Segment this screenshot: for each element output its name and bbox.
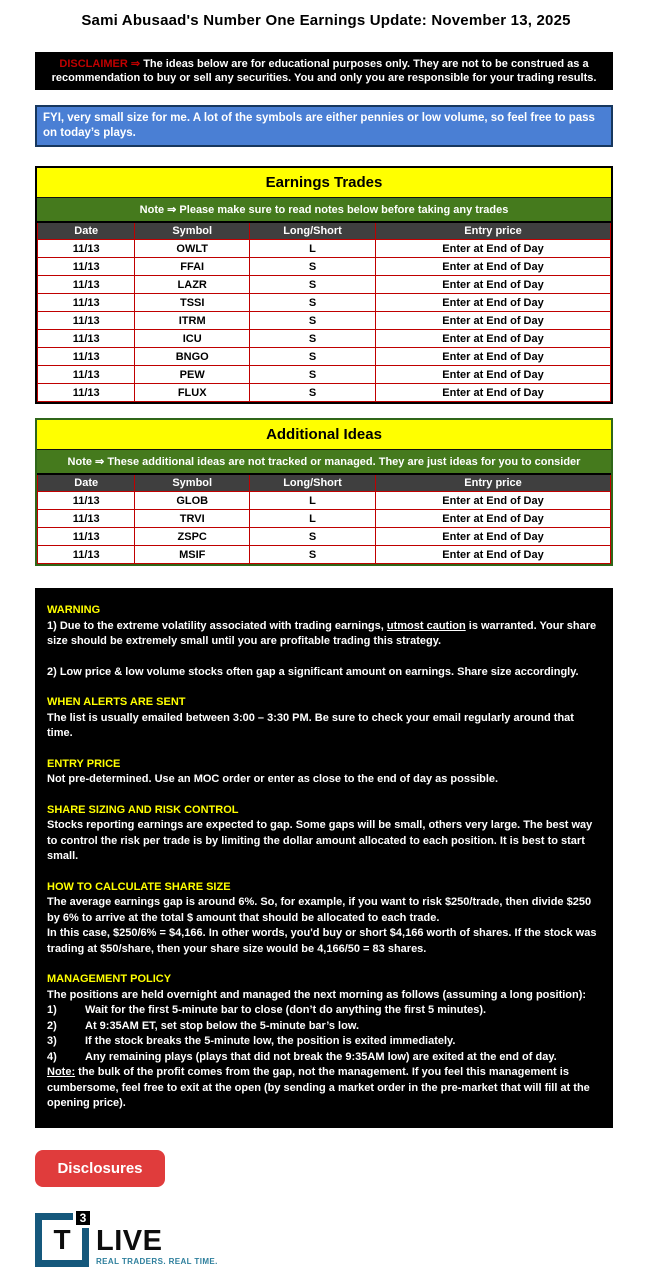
table-cell: S (250, 546, 376, 564)
table-cell: GLOB (135, 492, 250, 510)
t3-logo-t: T (53, 1223, 71, 1255)
table-cell: 11/13 (38, 294, 135, 312)
table-cell: S (250, 330, 376, 348)
t3-logo-square (35, 1210, 89, 1267)
earnings-trades-note: Note ⇒ Please make sure to read notes below before taking any trades (37, 197, 611, 221)
table-cell: TSSI (135, 294, 250, 312)
table-cell: Enter at End of Day (376, 294, 611, 312)
table-cell: L (250, 510, 376, 528)
share-sizing-heading: SHARE SIZING AND RISK CONTROL (47, 803, 239, 816)
table-cell: MSIF (135, 546, 250, 564)
col-header-entry-price: Entry price (376, 474, 611, 492)
management-intro: The positions are held overnight and managed the next morning as follows (assuming a long position): (47, 988, 587, 1001)
table-cell: ITRM (135, 312, 250, 330)
table-row (38, 528, 611, 546)
table-cell: 11/13 (38, 528, 135, 546)
table-cell: 11/13 (38, 276, 135, 294)
table-cell: 11/13 (38, 366, 135, 384)
table-cell: 11/13 (38, 240, 135, 258)
warning-paragraph-2: 2) Low price & low volume stocks often gap a significant amount on earnings. Share size accordingly. (47, 665, 579, 678)
earnings-trades-title: Earnings Trades (37, 168, 611, 197)
management-item: 1) Wait for the first 5-minute bar to close (don’t do anything the first 5 minutes). (47, 1004, 487, 1016)
table-cell: S (250, 276, 376, 294)
table-cell: 11/13 (38, 258, 135, 276)
col-header-date: Date (38, 222, 135, 240)
table-cell: S (250, 528, 376, 546)
page-title: Sami Abusaad's Number One Earnings Update: November 13, 2025 (81, 12, 571, 29)
table-cell: Enter at End of Day (376, 384, 611, 402)
col-header-symbol: Symbol (135, 474, 250, 492)
when-alerts-heading: WHEN ALERTS ARE SENT (47, 696, 186, 708)
table-cell: Enter at End of Day (376, 366, 611, 384)
table-cell: ZSPC (135, 528, 250, 546)
col-header-long-short: Long/Short (250, 474, 376, 492)
table-row (38, 546, 611, 564)
col-header-symbol: Symbol (135, 222, 250, 240)
table-row (38, 330, 611, 348)
table-cell: LAZR (135, 276, 250, 294)
table-row (38, 492, 611, 510)
additional-ideas-table (37, 473, 611, 564)
disclosures-button[interactable]: Disclosures (35, 1150, 165, 1187)
col-header-entry-price: Entry price (376, 222, 611, 240)
table-cell: OWLT (135, 240, 250, 258)
table-header-row (38, 222, 611, 240)
additional-ideas-section (35, 418, 613, 566)
management-item: 3) If the stock breaks the 5-minute low, the position is exited immediately. (47, 1035, 456, 1047)
table-cell: L (250, 492, 376, 510)
table-cell: Enter at End of Day (376, 240, 611, 258)
table-cell: 11/13 (38, 384, 135, 402)
table-row (38, 510, 611, 528)
table-cell: ICU (135, 330, 250, 348)
management-note: Note: the bulk of the profit comes from the gap, not the management. If you feel this management is cumbersome, feel free to exit at the open (by sending a market order in the pre-market that will fill at the opening price). (47, 1066, 590, 1109)
management-item: 4) Any remaining plays (plays that did not break the 9:35AM low) are exited at the end of day. (47, 1050, 557, 1063)
table-cell: L (250, 240, 376, 258)
table-cell: S (250, 258, 376, 276)
table-cell: Enter at End of Day (376, 348, 611, 366)
t3-logo-live-text: LIVE (96, 1224, 163, 1257)
notes-panel (35, 588, 613, 1128)
additional-ideas-note: Note ⇒ These additional ideas are not tracked or managed. They are just ideas for you to consider (37, 449, 611, 473)
table-cell: S (250, 348, 376, 366)
arrow-right-icon: ⇒ (130, 58, 141, 70)
table-cell: 11/13 (38, 510, 135, 528)
table-cell: Enter at End of Day (376, 546, 611, 564)
entry-price-body: Not pre-determined. Use an MOC order or enter as close to the end of day as possible. (47, 773, 499, 785)
table-cell: Enter at End of Day (376, 276, 611, 294)
table-row (38, 384, 611, 402)
table-cell: 11/13 (38, 330, 135, 348)
table-row (38, 258, 611, 276)
table-cell: S (250, 366, 376, 384)
calculate-share-size-heading: HOW TO CALCULATE SHARE SIZE (47, 880, 231, 893)
t3-live-logo (35, 1210, 265, 1267)
table-row (38, 312, 611, 330)
table-row (38, 240, 611, 258)
table-cell: 11/13 (38, 492, 135, 510)
calculate-paragraph-2: In this case, $250/6% = $4,166. In other words, you'd buy or short $4,166 worth of shares. If the stock was trading at $50/share, then your share size would be 4,166/50 = 83 shares. (47, 927, 597, 955)
table-cell: S (250, 294, 376, 312)
table-cell: S (250, 312, 376, 330)
calculate-paragraph-1: The average earnings gap is around 6%. So, for example, if you want to risk $250/trade, then divide $250 by 6% to arrive at the total $ amount that should be allocated to each trade. (47, 896, 592, 924)
earnings-trades-table (37, 221, 611, 402)
table-row (38, 366, 611, 384)
table-cell: BNGO (135, 348, 250, 366)
warning-paragraph-1: 1) Due to the extreme volatility associated with trading earnings, utmost caution is warranted. Your share size should be extremely small until you are profitable trading this strategy. (47, 619, 597, 647)
table-cell: FFAI (135, 258, 250, 276)
table-cell: Enter at End of Day (376, 330, 611, 348)
warning-heading: WARNING (47, 604, 101, 616)
col-header-date: Date (38, 474, 135, 492)
t3-logo-3-badge: 3 (73, 1208, 93, 1228)
disclaimer-label: DISCLAIMER (59, 58, 128, 70)
when-alerts-body: The list is usually emailed between 3:00 – 3:30 PM. Be sure to check your email regularly around that time. (47, 711, 574, 739)
table-cell: S (250, 384, 376, 402)
table-row (38, 294, 611, 312)
table-cell: PEW (135, 366, 250, 384)
share-sizing-body: Stocks reporting earnings are expected to gap. Some gaps will be small, others very large. The best way to control the risk per trade is by limiting the dollar amount allocated to each position. It is best to start small. (47, 819, 593, 862)
additional-ideas-title: Additional Ideas (37, 420, 611, 449)
management-policy-heading: MANAGEMENT POLICY (47, 973, 172, 985)
table-cell: FLUX (135, 384, 250, 402)
earnings-trades-section (35, 166, 613, 404)
table-cell: Enter at End of Day (376, 528, 611, 546)
management-item: 2) At 9:35AM ET, set stop below the 5-minute bar’s low. (47, 1019, 360, 1032)
table-cell: Enter at End of Day (376, 258, 611, 276)
table-header-row (38, 474, 611, 492)
table-cell: 11/13 (38, 312, 135, 330)
t3-logo-tagline: REAL TRADERS. REAL TIME. (96, 1256, 218, 1266)
table-cell: Enter at End of Day (376, 492, 611, 510)
table-row (38, 348, 611, 366)
disclaimer-bar (35, 52, 613, 90)
fyi-note: FYI, very small size for me. A lot of the symbols are either pennies or low volume, so feel free to pass on today’s plays. (35, 105, 613, 147)
entry-price-heading: ENTRY PRICE (47, 757, 121, 770)
table-cell: Enter at End of Day (376, 510, 611, 528)
col-header-long-short: Long/Short (250, 222, 376, 240)
table-cell: 11/13 (38, 546, 135, 564)
table-cell: Enter at End of Day (376, 312, 611, 330)
table-cell: TRVI (135, 510, 250, 528)
table-row (38, 276, 611, 294)
disclaimer-text: The ideas below are for educational purposes only. They are not to be construed as a recommendation to buy or sell any securities. You and only you are responsible for your trading results. (51, 58, 597, 84)
table-cell: 11/13 (38, 348, 135, 366)
